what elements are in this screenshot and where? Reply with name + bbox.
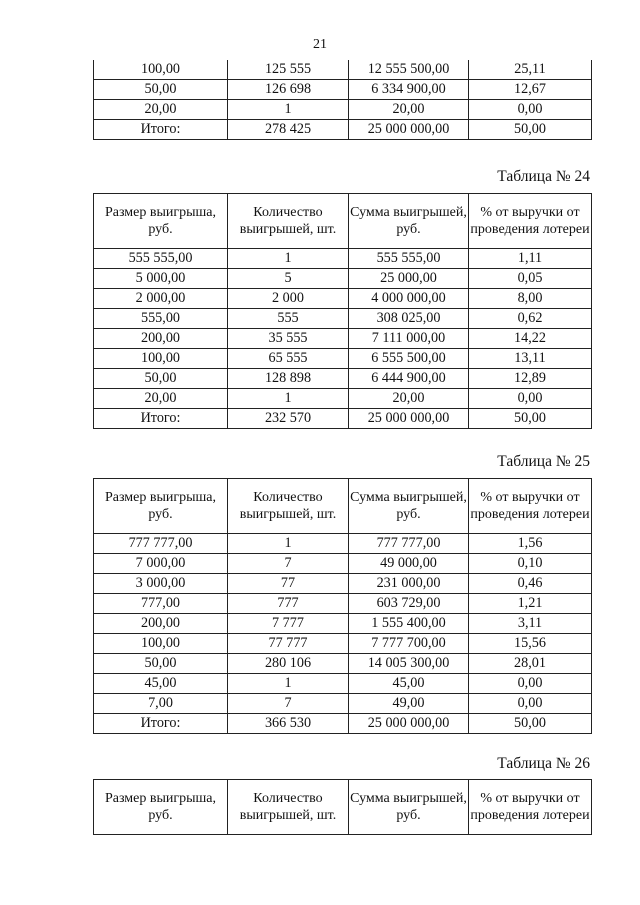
table-cell: 13,11 [469,349,592,369]
table-25-caption: Таблица № 25 [497,453,590,470]
table-cell: 6 444 900,00 [349,369,469,389]
table-cell: 49 000,00 [349,554,469,574]
table-cell: 7 [228,554,349,574]
table-cell: 555,00 [94,309,228,329]
table-cell: 15,56 [469,634,592,654]
total-cell: 25 000 000,00 [349,409,469,429]
page-number: 21 [313,37,327,52]
table-cell: 0,00 [469,674,592,694]
table-row [94,614,592,634]
table-cell: 7 [228,694,349,714]
table-row [94,329,592,349]
table-cell: 12,67 [469,80,592,100]
table-header-row [94,194,592,249]
table-cell: 603 729,00 [349,594,469,614]
table-cell: 777 [228,594,349,614]
table-cell: 200,00 [94,329,228,349]
table-cell: 1 [228,100,349,120]
table-cell: 100,00 [94,60,228,80]
table-cell: 1 [228,249,349,269]
table-cell: 28,01 [469,654,592,674]
table-row [94,100,592,120]
table-row [94,349,592,369]
table-row [94,534,592,554]
table-cell: 50,00 [94,654,228,674]
header-win-count: Количество выигрышей, шт. [228,194,349,249]
header-revenue-percent: % от выручки от проведения лотереи [469,194,592,249]
table-cell: 14 005 300,00 [349,654,469,674]
header-win-count: Количество выигрышей, шт. [228,479,349,534]
table-row [94,554,592,574]
table-cell: 1,11 [469,249,592,269]
table-carry-over [93,60,592,140]
table-cell: 0,10 [469,554,592,574]
table-cell: 25,11 [469,60,592,80]
table-cell: 308 025,00 [349,309,469,329]
table-cell: 200,00 [94,614,228,634]
total-cell: 366 530 [228,714,349,734]
table-header-row [94,479,592,534]
total-label: Итого: [94,120,228,140]
table-row [94,389,592,409]
total-cell: 50,00 [469,714,592,734]
header-win-sum: Сумма выигрышей, руб. [349,780,469,835]
table-cell: 1,21 [469,594,592,614]
table-cell: 7 777 [228,614,349,634]
table-row [94,674,592,694]
table-cell: 2 000 [228,289,349,309]
table-26-caption: Таблица № 26 [497,755,590,772]
table-cell: 20,00 [94,100,228,120]
table-total-row [94,120,592,140]
table-cell: 0,00 [469,694,592,714]
table-cell: 0,00 [469,389,592,409]
table-cell: 4 000 000,00 [349,289,469,309]
table-header-row [94,780,592,835]
table-25 [93,478,592,734]
table-total-row [94,409,592,429]
table-cell: 7 111 000,00 [349,329,469,349]
table-cell: 1,56 [469,534,592,554]
table-cell: 77 777 [228,634,349,654]
table-row [94,634,592,654]
table-cell: 1 [228,674,349,694]
table-cell: 777 777,00 [94,534,228,554]
table-cell: 50,00 [94,80,228,100]
table-cell: 20,00 [349,100,469,120]
table-cell: 100,00 [94,634,228,654]
total-label: Итого: [94,714,228,734]
table-row [94,369,592,389]
table-cell: 0,00 [469,100,592,120]
table-body [94,60,592,140]
table-cell: 280 106 [228,654,349,674]
total-cell: 25 000 000,00 [349,120,469,140]
table-row [94,594,592,614]
table-cell: 1 555 400,00 [349,614,469,634]
total-cell: 50,00 [469,120,592,140]
table-cell: 7 000,00 [94,554,228,574]
table-cell: 8,00 [469,289,592,309]
table-cell: 777,00 [94,594,228,614]
table-row [94,574,592,594]
table-cell: 45,00 [349,674,469,694]
table-cell: 35 555 [228,329,349,349]
total-cell: 50,00 [469,409,592,429]
table-cell: 555 [228,309,349,329]
table-cell: 14,22 [469,329,592,349]
table-cell: 7,00 [94,694,228,714]
header-prize-size: Размер выигрыша, руб. [94,479,228,534]
table-row [94,289,592,309]
table-cell: 20,00 [349,389,469,409]
header-prize-size: Размер выигрыша, руб. [94,194,228,249]
header-revenue-percent: % от выручки от проведения лотереи [469,780,592,835]
table-cell: 125 555 [228,60,349,80]
table-cell: 3,11 [469,614,592,634]
table-body [94,249,592,429]
table-cell: 25 000,00 [349,269,469,289]
table-row [94,60,592,80]
table-cell: 0,46 [469,574,592,594]
header-win-sum: Сумма выигрышей, руб. [349,194,469,249]
total-cell: 278 425 [228,120,349,140]
table-cell: 231 000,00 [349,574,469,594]
table-cell: 3 000,00 [94,574,228,594]
table-cell: 6 555 500,00 [349,349,469,369]
table-cell: 777 777,00 [349,534,469,554]
table-cell: 65 555 [228,349,349,369]
table-cell: 128 898 [228,369,349,389]
table-cell: 555 555,00 [94,249,228,269]
table-cell: 5 [228,269,349,289]
table-total-row [94,714,592,734]
table-cell: 1 [228,534,349,554]
table-cell: 100,00 [94,349,228,369]
table-24 [93,193,592,429]
table-row [94,654,592,674]
table-cell: 555 555,00 [349,249,469,269]
table-row [94,269,592,289]
table-cell: 20,00 [94,389,228,409]
total-cell: 25 000 000,00 [349,714,469,734]
table-cell: 0,05 [469,269,592,289]
total-label: Итого: [94,409,228,429]
table-cell: 77 [228,574,349,594]
table-cell: 45,00 [94,674,228,694]
header-revenue-percent: % от выручки от проведения лотереи [469,479,592,534]
table-cell: 7 777 700,00 [349,634,469,654]
table-row [94,80,592,100]
header-win-sum: Сумма выигрышей, руб. [349,479,469,534]
table-row [94,249,592,269]
table-cell: 1 [228,389,349,409]
total-cell: 232 570 [228,409,349,429]
table-cell: 49,00 [349,694,469,714]
table-24-caption: Таблица № 24 [497,168,590,185]
header-prize-size: Размер выигрыша, руб. [94,780,228,835]
table-cell: 6 334 900,00 [349,80,469,100]
table-cell: 2 000,00 [94,289,228,309]
table-cell: 0,62 [469,309,592,329]
table-cell: 50,00 [94,369,228,389]
table-body [94,534,592,734]
table-cell: 126 698 [228,80,349,100]
table-cell: 12 555 500,00 [349,60,469,80]
header-win-count: Количество выигрышей, шт. [228,780,349,835]
table-cell: 5 000,00 [94,269,228,289]
table-row [94,694,592,714]
table-26 [93,779,592,835]
table-cell: 12,89 [469,369,592,389]
table-row [94,309,592,329]
